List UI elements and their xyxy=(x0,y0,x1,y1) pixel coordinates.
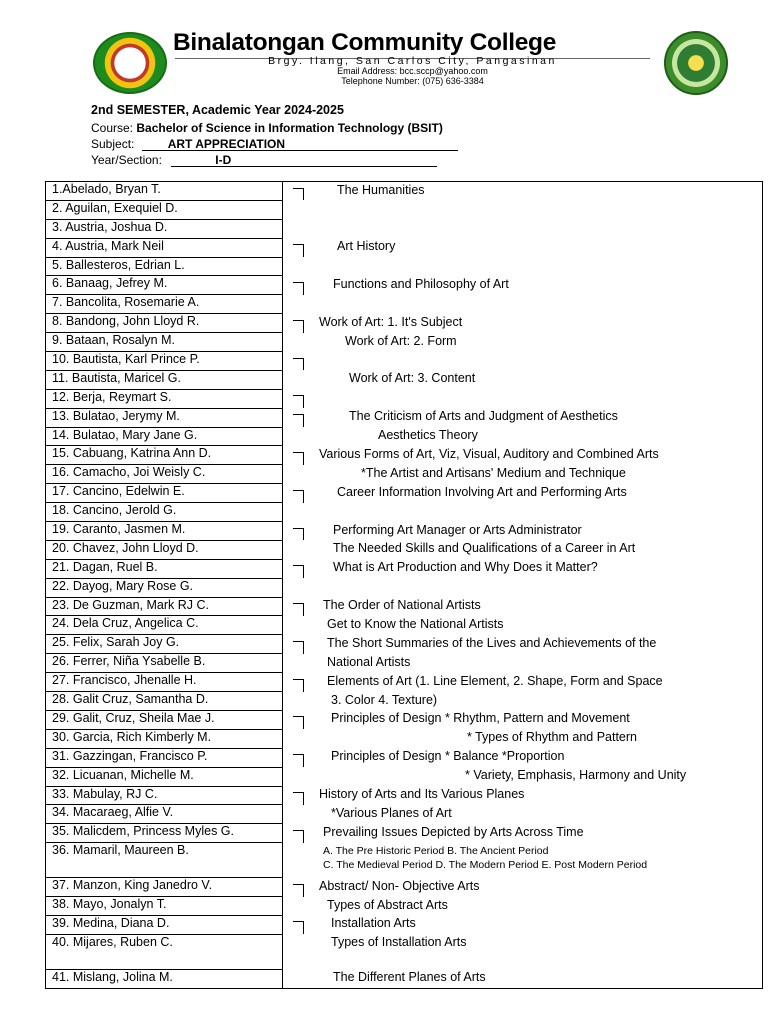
table-row xyxy=(46,314,763,333)
table-row xyxy=(46,219,763,238)
table-row xyxy=(46,578,763,597)
report-topic: National Artists xyxy=(327,654,411,669)
report-topic: * Variety, Emphasis, Harmony and Unity xyxy=(465,768,687,783)
report-topic-cell xyxy=(283,934,763,969)
report-topic-cell xyxy=(283,673,763,692)
report-topic-cell xyxy=(283,878,763,897)
table-row xyxy=(46,484,763,503)
table-row xyxy=(46,843,763,878)
table-row xyxy=(46,767,763,786)
report-topic-cell xyxy=(283,805,763,824)
section-value: I-D xyxy=(171,154,437,167)
student-name: 9. Bataan, Rosalyn M. xyxy=(46,333,283,352)
student-name: 35. Malicdem, Princess Myles G. xyxy=(46,824,283,843)
student-name: 20. Chavez, John Lloyd D. xyxy=(46,540,283,559)
student-name: 10. Bautista, Karl Prince P. xyxy=(46,352,283,371)
table-row xyxy=(46,616,763,635)
report-topic-cell xyxy=(283,767,763,786)
report-topic: The Different Planes of Arts xyxy=(333,970,486,985)
student-name: 30. Garcia, Rich Kimberly M. xyxy=(46,729,283,748)
student-name: 13. Bulatao, Jerymy M. xyxy=(46,408,283,427)
report-topic-cell xyxy=(283,446,763,465)
report-topic: *The Artist and Artisans' Medium and Technique xyxy=(361,465,626,480)
report-topic: Principles of Design * Balance *Proportion xyxy=(331,749,565,764)
student-name: 24. Dela Cruz, Angelica C. xyxy=(46,616,283,635)
section-label: Year/Section: xyxy=(91,153,162,167)
report-topic: Functions and Philosophy of Art xyxy=(333,276,509,291)
report-topic-cell xyxy=(283,540,763,559)
subject-label: Subject: xyxy=(91,137,135,151)
table-row xyxy=(46,446,763,465)
student-name: 33. Mabulay, RJ C. xyxy=(46,786,283,805)
report-topic: The Short Summaries of the Lives and Achievements of the xyxy=(327,635,657,650)
table-row xyxy=(46,559,763,578)
course-label: Course: xyxy=(91,121,137,135)
student-name: 37. Manzon, King Janedro V. xyxy=(46,878,283,897)
group-brace-mark xyxy=(293,452,304,465)
table-row xyxy=(46,748,763,767)
group-brace-mark xyxy=(293,358,304,371)
student-name: 7. Bancolita, Rosemarie A. xyxy=(46,295,283,314)
table-row xyxy=(46,673,763,692)
student-name: 17. Cancino, Edelwin E. xyxy=(46,484,283,503)
table-row xyxy=(46,824,763,843)
student-topic-table xyxy=(45,181,763,989)
report-topic: Career Information Involving Art and Performing Arts xyxy=(337,484,627,499)
report-topic: Prevailing Issues Depicted by Arts Across Time xyxy=(323,824,584,839)
report-topic: Work of Art: 3. Content xyxy=(349,371,476,386)
student-name: 8. Bandong, John Lloyd R. xyxy=(46,314,283,333)
report-topic: Get to Know the National Artists xyxy=(327,616,504,631)
report-topic: Principles of Design * Rhythm, Pattern and Movement xyxy=(331,711,630,726)
report-topic: Elements of Art (1. Line Element, 2. Shape, Form and Space xyxy=(327,673,663,688)
report-topic: Installation Arts xyxy=(331,916,416,931)
report-topic-cell xyxy=(283,915,763,934)
report-topic-cell xyxy=(283,729,763,748)
report-topic-cell xyxy=(283,692,763,711)
group-brace-mark xyxy=(293,884,304,897)
table-row xyxy=(46,427,763,446)
table-row xyxy=(46,389,763,408)
group-brace-mark xyxy=(293,754,304,767)
group-brace-mark xyxy=(293,679,304,692)
student-name: 40. Mijares, Ruben C. xyxy=(46,934,283,969)
report-topic-cell xyxy=(283,578,763,597)
report-topic: What is Art Production and Why Does it Matter? xyxy=(333,560,598,575)
group-brace-mark xyxy=(293,830,304,843)
student-name: 25. Felix, Sarah Joy G. xyxy=(46,635,283,654)
table-row xyxy=(46,295,763,314)
group-brace-mark xyxy=(293,716,304,729)
course-line xyxy=(91,121,443,135)
table-row xyxy=(46,729,763,748)
report-topic-cell xyxy=(283,503,763,522)
college-email: Email Address: bcc.sccp@yahoo.com xyxy=(337,66,488,76)
student-name: 26. Ferrer, Niña Ysabelle B. xyxy=(46,654,283,673)
college-seal-logo xyxy=(93,32,167,94)
report-topic-cell xyxy=(283,635,763,654)
report-topic: 3. Color 4. Texture) xyxy=(331,692,438,707)
table-row xyxy=(46,503,763,522)
student-name: 6. Banaag, Jefrey M. xyxy=(46,276,283,295)
report-topic-cell xyxy=(283,748,763,767)
table-row xyxy=(46,522,763,541)
table-row xyxy=(46,635,763,654)
student-name: 28. Galit Cruz, Samantha D. xyxy=(46,692,283,711)
report-topic-cell xyxy=(283,465,763,484)
report-topic: Performing Art Manager or Arts Administrator xyxy=(333,522,582,537)
report-topic: *Various Planes of Art xyxy=(331,805,452,820)
subject-value: ART APPRECIATION xyxy=(142,138,458,151)
report-topic-cell xyxy=(283,352,763,371)
report-topic-cell xyxy=(283,597,763,616)
report-topic: The Humanities xyxy=(337,183,425,197)
table-row xyxy=(46,182,763,201)
report-topic-cell xyxy=(283,182,763,201)
college-name: Binalatongan Community College xyxy=(173,29,557,56)
student-name: 31. Gazzingan, Francisco P. xyxy=(46,748,283,767)
report-topic: Work of Art: 1. It's Subject xyxy=(319,314,463,329)
group-brace-mark xyxy=(293,792,304,805)
report-topic-cell xyxy=(283,654,763,673)
report-topic: History of Arts and Its Various Planes xyxy=(319,787,525,801)
report-topic-cell xyxy=(283,897,763,916)
table-row xyxy=(46,786,763,805)
report-topic: Aesthetics Theory xyxy=(378,428,478,443)
report-topic-cell xyxy=(283,219,763,238)
report-topic-cell xyxy=(283,314,763,333)
student-name: 34. Macaraeg, Alfie V. xyxy=(46,805,283,824)
report-topic: The Criticism of Arts and Judgment of Aesthetics xyxy=(349,409,618,424)
student-name: 11. Bautista, Maricel G. xyxy=(46,370,283,389)
report-topic-cell xyxy=(283,824,763,843)
report-topic-cell xyxy=(283,969,763,988)
group-brace-mark xyxy=(293,320,304,333)
table-row xyxy=(46,805,763,824)
student-name: 29. Galit, Cruz, Sheila Mae J. xyxy=(46,710,283,729)
student-name: 19. Caranto, Jasmen M. xyxy=(46,522,283,541)
group-brace-mark xyxy=(293,188,304,200)
section-line xyxy=(91,153,437,167)
student-name: 4. Austria, Mark Neil xyxy=(46,238,283,257)
report-topic: Types of Abstract Arts xyxy=(327,897,448,912)
table-row xyxy=(46,276,763,295)
report-topic-cell xyxy=(283,522,763,541)
table-row xyxy=(46,915,763,934)
subject-line xyxy=(91,137,458,151)
table-row xyxy=(46,969,763,988)
report-topic: Work of Art: 2. Form xyxy=(345,333,457,348)
student-name: 41. Mislang, Jolina M. xyxy=(46,969,283,988)
table-row xyxy=(46,408,763,427)
student-name: 5. Ballesteros, Edrian L. xyxy=(46,257,283,276)
college-address: Brgy. Ilang, San Carlos City, Pangasinan xyxy=(268,55,557,67)
student-name: 22. Dayog, Mary Rose G. xyxy=(46,578,283,597)
report-topic: Various Forms of Art, Viz, Visual, Auditory and Combined Arts xyxy=(319,446,659,461)
table-row xyxy=(46,692,763,711)
student-name: 2. Aguilan, Exequiel D. xyxy=(46,200,283,219)
report-topic-cell xyxy=(283,427,763,446)
group-brace-mark xyxy=(293,490,304,503)
table-row xyxy=(46,352,763,371)
table-row xyxy=(46,710,763,729)
student-name: 38. Mayo, Jonalyn T. xyxy=(46,897,283,916)
student-name: 27. Francisco, Jhenalle H. xyxy=(46,673,283,692)
report-topic-cell xyxy=(283,370,763,389)
report-topic: Abstract/ Non- Objective Arts xyxy=(319,878,480,893)
student-name: 39. Medina, Diana D. xyxy=(46,915,283,934)
report-topic: Art History xyxy=(337,239,396,254)
semester-line: 2nd SEMESTER, Academic Year 2024-2025 xyxy=(91,103,344,117)
group-brace-mark xyxy=(293,244,304,257)
table-row xyxy=(46,200,763,219)
table-row xyxy=(46,934,763,969)
report-topic-cell xyxy=(283,484,763,503)
report-topic-cell xyxy=(283,389,763,408)
student-name: 23. De Guzman, Mark RJ C. xyxy=(46,597,283,616)
student-name: 14. Bulatao, Mary Jane G. xyxy=(46,427,283,446)
table-row xyxy=(46,333,763,352)
group-brace-mark xyxy=(293,395,304,408)
student-name: 12. Berja, Reymart S. xyxy=(46,389,283,408)
report-topic-cell xyxy=(283,276,763,295)
group-brace-mark xyxy=(293,565,304,578)
report-topic-cell xyxy=(283,843,763,878)
table-row xyxy=(46,897,763,916)
table-row xyxy=(46,597,763,616)
table-row xyxy=(46,540,763,559)
report-topic: The Order of National Artists xyxy=(323,598,481,613)
report-topic-cell xyxy=(283,200,763,219)
city-seal-logo xyxy=(664,31,728,95)
student-name: 1.Abelado, Bryan T. xyxy=(46,182,283,201)
report-topic: A. The Pre Historic Period B. The Ancient Period xyxy=(323,844,549,857)
table-row xyxy=(46,257,763,276)
student-name: 36. Mamaril, Maureen B. xyxy=(46,843,283,878)
report-topic-cell xyxy=(283,257,763,276)
report-topic-cell xyxy=(283,408,763,427)
report-topic: Types of Installation Arts xyxy=(331,935,467,950)
report-topic-cell xyxy=(283,710,763,729)
course-value: Bachelor of Science in Information Technology (BSIT) xyxy=(136,121,443,135)
table-row xyxy=(46,370,763,389)
report-topic-continued: C. The Medieval Period D. The Modern Period E. Post Modern Period xyxy=(323,858,648,871)
group-brace-mark xyxy=(293,282,304,295)
table-row xyxy=(46,654,763,673)
student-name: 16. Camacho, Joi Weisly C. xyxy=(46,465,283,484)
table-row xyxy=(46,238,763,257)
student-name: 32. Licuanan, Michelle M. xyxy=(46,767,283,786)
report-topic-cell xyxy=(283,295,763,314)
table-row xyxy=(46,878,763,897)
group-brace-mark xyxy=(293,603,304,616)
report-topic-cell xyxy=(283,238,763,257)
report-topic: The Needed Skills and Qualifications of a Career in Art xyxy=(333,541,636,556)
student-name: 21. Dagan, Ruel B. xyxy=(46,559,283,578)
report-topic: * Types of Rhythm and Pattern xyxy=(467,730,638,745)
letterhead xyxy=(0,0,768,100)
table-row xyxy=(46,465,763,484)
student-name: 15. Cabuang, Katrina Ann D. xyxy=(46,446,283,465)
report-topic-cell xyxy=(283,786,763,805)
student-name: 3. Austria, Joshua D. xyxy=(46,219,283,238)
report-topic-cell xyxy=(283,559,763,578)
group-brace-mark xyxy=(293,641,304,654)
group-brace-mark xyxy=(293,528,304,541)
report-topic-cell xyxy=(283,333,763,352)
college-telephone: Telephone Number: (075) 636-3384 xyxy=(341,76,484,86)
group-brace-mark xyxy=(293,921,304,934)
student-name: 18. Cancino, Jerold G. xyxy=(46,503,283,522)
group-brace-mark xyxy=(293,414,304,427)
report-topic-cell xyxy=(283,616,763,635)
